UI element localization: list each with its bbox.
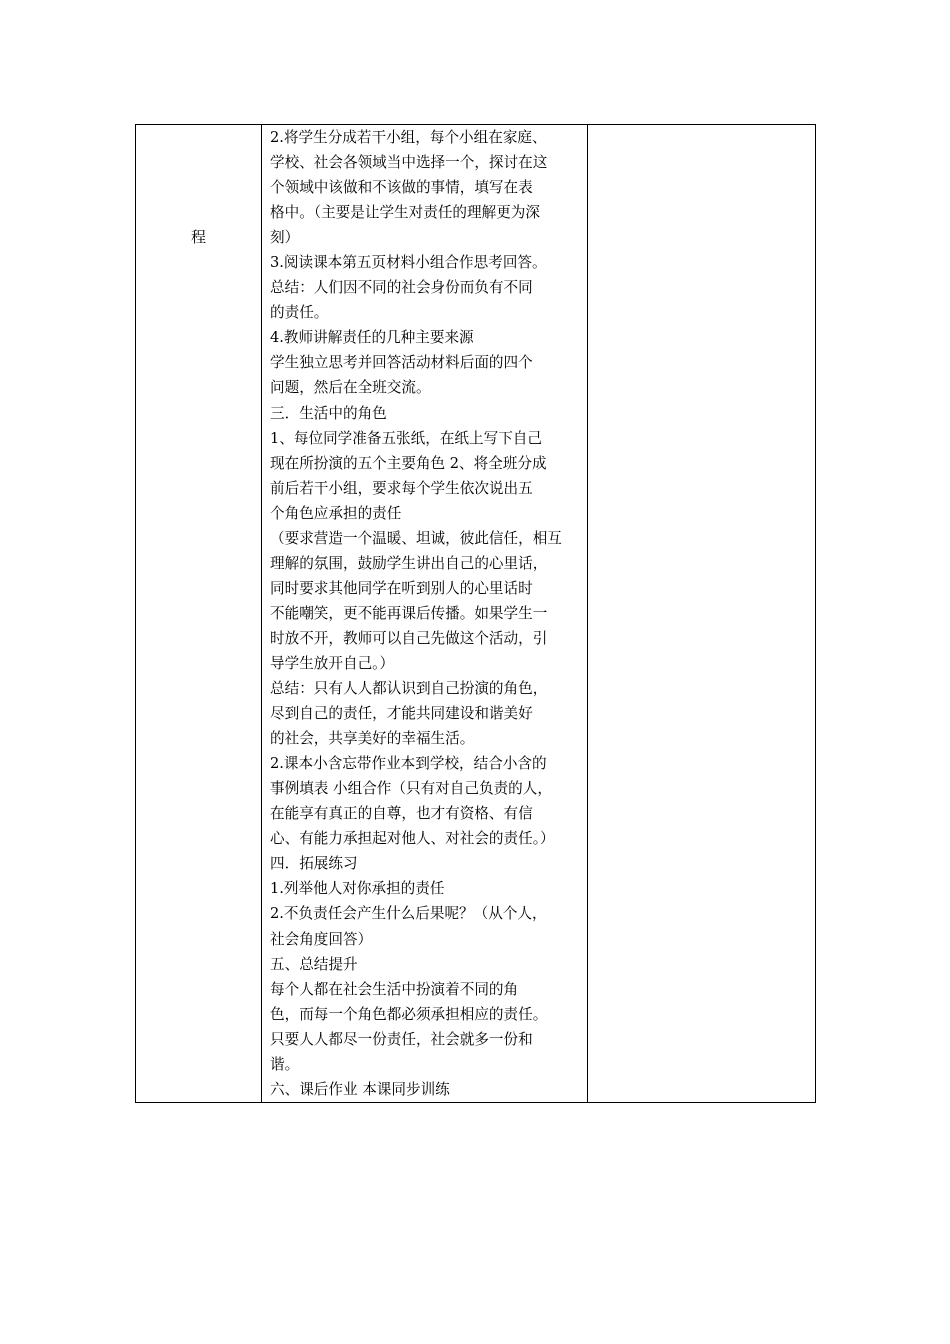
content-line: 2.不负责任会产生什么后果呢？（从个人， xyxy=(270,905,547,923)
lesson-plan-table xyxy=(135,124,816,1103)
content-line: 2.将学生分成若干小组，每个小组在家庭、 xyxy=(270,129,547,146)
content-line: 总结：只有人人都认识到自己扮演的角色， xyxy=(270,680,548,698)
content-line: 导学生放开自己。） xyxy=(270,654,395,672)
content-line: 尽到自己的责任，才能共同建设和谐美好 xyxy=(270,705,533,723)
content-line: 事例填表 小组合作（只有对自己负责的人， xyxy=(270,780,552,798)
content-line: 五、总结提升 xyxy=(270,955,358,973)
notes-cell xyxy=(588,125,816,1103)
content-line: 六、课后作业 本课同步训练 xyxy=(270,1080,450,1098)
content-line: 1.列举他人对你承担的责任 xyxy=(270,880,445,898)
content-line: 心、有能力承担起对他人、对社会的责任。） xyxy=(270,830,555,848)
content-line: 时放不开，教师可以自己先做这个活动，引 xyxy=(270,629,548,647)
content-line: 在能享有真正的自尊，也才有资格、有信 xyxy=(270,805,533,823)
content-line: 总结：人们因不同的社会身份而负有不同 xyxy=(270,279,533,297)
content-line: 只要人人都尽一份责任，社会就多一份和 xyxy=(270,1030,533,1048)
section-label-cell xyxy=(136,125,262,1103)
content-line: 理解的氛围，鼓励学生讲出自己的心里话， xyxy=(270,554,548,572)
content-line: 谐。 xyxy=(270,1055,300,1073)
content-line: 问题，然后在全班交流。 xyxy=(270,379,431,397)
content-line: 每个人都在社会生活中扮演着不同的角 xyxy=(270,980,519,998)
table-row xyxy=(136,125,816,1103)
procedure-content-cell xyxy=(262,125,588,1103)
content-line: 3.阅读课本第五页材料小组合作思考回答。 xyxy=(270,254,547,272)
content-line: 现在所扮演的五个主要角色 2、将全班分成 xyxy=(270,454,547,472)
content-line: 格中。（主要是让学生对责任的理解更为深 xyxy=(270,204,540,222)
content-line: 个领域中该做和不该做的事情，填写在表 xyxy=(270,179,533,197)
content-line: 的社会，共享美好的幸福生活。 xyxy=(270,730,475,748)
content-line: 4.教师讲解责任的几种主要来源 xyxy=(270,329,474,347)
content-line: 三．生活中的角色 xyxy=(270,404,387,422)
content-line: 刻） xyxy=(270,229,300,247)
content-line: 2.课本小含忘带作业本到学校，结合小含的 xyxy=(270,755,547,773)
content-line: 1、每位同学准备五张纸，在纸上写下自己 xyxy=(270,429,542,447)
content-line: 不能嘲笑，更不能再课后传播。如果学生一 xyxy=(270,604,548,622)
content-line: 的责任。 xyxy=(270,304,329,322)
content-line: 学生独立思考并回答活动材料后面的四个 xyxy=(270,354,533,372)
procedure-text xyxy=(270,125,581,1102)
content-line: 同时要求其他同学在听到别人的心里话时 xyxy=(270,579,533,597)
content-line: （要求营造一个温暖、坦诚，彼此信任，相互 xyxy=(270,529,562,547)
content-line: 色，而每一个角色都必须承担相应的责任。 xyxy=(270,1005,548,1023)
content-line: 四．拓展练习 xyxy=(270,855,358,873)
content-line: 前后若干小组，要求每个学生依次说出五 xyxy=(270,479,533,497)
content-line: 社会角度回答） xyxy=(270,930,373,948)
content-line: 学校、社会各领域当中选择一个，探讨在这 xyxy=(270,154,548,172)
content-line: 个角色应承担的责任 xyxy=(270,504,402,522)
section-label: 程 xyxy=(190,228,206,246)
